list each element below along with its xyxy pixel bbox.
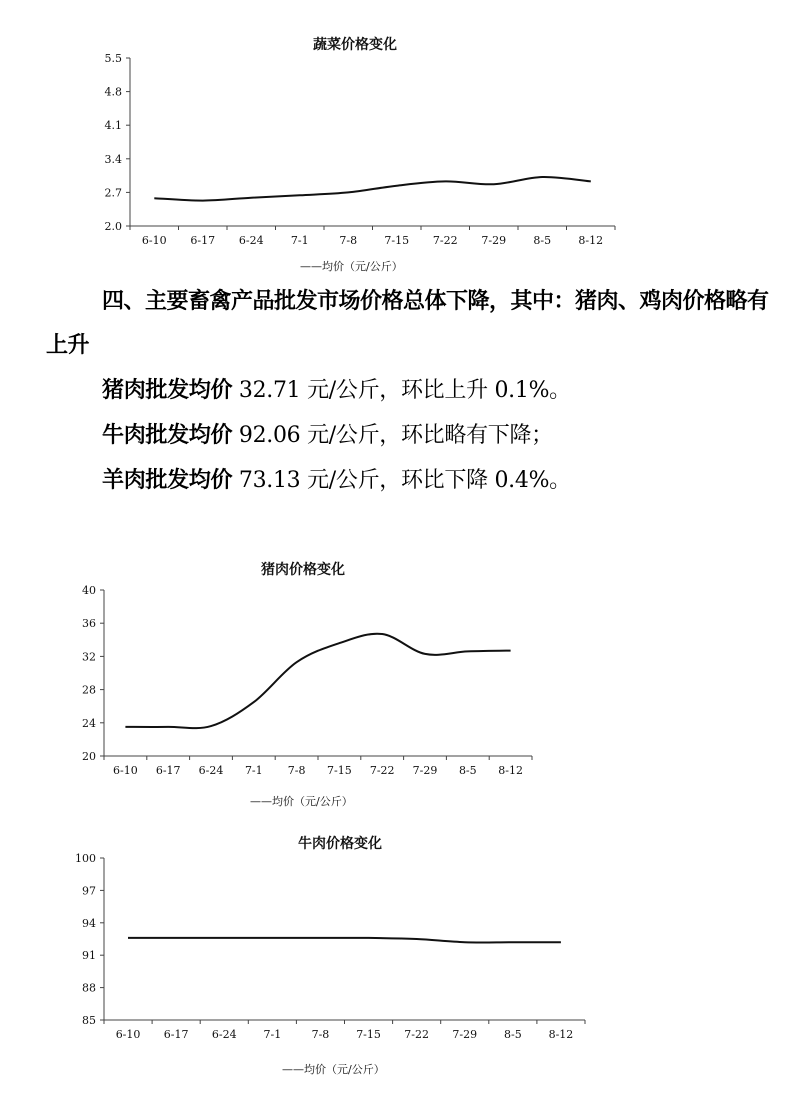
pork-price-chart bbox=[60, 558, 540, 813]
series-line-average-price bbox=[125, 634, 510, 728]
y-tick-label: 36 bbox=[82, 617, 96, 631]
y-tick-label: 3.4 bbox=[104, 152, 122, 166]
y-axis-ticks bbox=[75, 852, 104, 1027]
y-tick-label: 88 bbox=[82, 981, 96, 995]
y-tick-label: 4.8 bbox=[104, 85, 122, 99]
x-tick-label: 6-10 bbox=[141, 234, 167, 247]
x-tick-label: 8-5 bbox=[503, 1028, 522, 1041]
y-tick-label: 24 bbox=[82, 716, 96, 730]
pork-text: 32.71 元/公斤，环比上升 0.1%。 bbox=[232, 378, 571, 403]
chart-title: 猪肉价格变化 bbox=[261, 562, 345, 578]
y-tick-label: 97 bbox=[82, 884, 96, 898]
series-line-average-price bbox=[128, 938, 561, 943]
chart-legend: ——均价（元/公斤） bbox=[282, 1063, 385, 1076]
mutton-lead: 羊肉批发均价 bbox=[102, 467, 233, 493]
pork-lead: 猪肉批发均价 bbox=[102, 377, 233, 403]
y-axis-ticks bbox=[82, 584, 104, 763]
series-line-average-price bbox=[154, 177, 591, 201]
x-tick-label: 7-8 bbox=[287, 764, 306, 777]
x-tick-label: 8-12 bbox=[578, 234, 604, 247]
x-tick-label: 7-15 bbox=[327, 764, 352, 777]
beef-text: 92.06 元/公斤，环比略有下降； bbox=[232, 423, 553, 448]
x-tick-label: 7-1 bbox=[244, 764, 263, 777]
y-tick-label: 4.1 bbox=[104, 119, 122, 133]
x-tick-label: 7-22 bbox=[369, 764, 395, 777]
y-tick-label: 94 bbox=[82, 916, 96, 930]
x-axis-ticks bbox=[130, 226, 615, 247]
y-tick-label: 2.0 bbox=[104, 220, 122, 233]
x-tick-label: 6-24 bbox=[198, 764, 224, 777]
y-tick-label: 85 bbox=[82, 1014, 96, 1027]
x-tick-label: 7-15 bbox=[356, 1028, 381, 1041]
chart-title: 蔬菜价格变化 bbox=[313, 37, 397, 53]
y-tick-label: 40 bbox=[82, 584, 96, 597]
x-tick-label: 8-12 bbox=[498, 764, 523, 777]
beef-price-chart bbox=[60, 830, 600, 1080]
x-tick-label: 8-5 bbox=[533, 234, 552, 247]
chart-axes bbox=[104, 590, 532, 756]
chart-legend: ——均价（元/公斤） bbox=[250, 795, 353, 808]
x-tick-label: 7-1 bbox=[290, 234, 309, 247]
y-tick-label: 20 bbox=[82, 750, 96, 763]
x-tick-label: 7-15 bbox=[384, 234, 410, 247]
x-tick-label: 7-29 bbox=[452, 1028, 478, 1041]
x-tick-label: 6-17 bbox=[163, 1028, 189, 1041]
chart-title: 牛肉价格变化 bbox=[298, 836, 382, 852]
chart-legend: ——均价（元/公斤） bbox=[300, 260, 403, 273]
x-tick-label: 7-22 bbox=[432, 234, 458, 247]
y-tick-label: 32 bbox=[82, 650, 96, 664]
x-tick-label: 6-17 bbox=[155, 764, 181, 777]
x-tick-label: 8-12 bbox=[548, 1028, 574, 1041]
x-tick-label: 7-8 bbox=[311, 1028, 330, 1041]
y-tick-label: 28 bbox=[82, 683, 96, 697]
vegetable-price-chart bbox=[80, 30, 640, 278]
x-tick-label: 6-17 bbox=[190, 234, 216, 247]
section-heading: 四、主要畜禽产品批发市场价格总体下降，其中：猪肉、鸡肉价格略有上升 bbox=[46, 289, 769, 358]
pork-price-paragraph bbox=[102, 368, 782, 413]
x-tick-label: 6-24 bbox=[211, 1028, 237, 1041]
x-tick-label: 8-5 bbox=[458, 764, 477, 777]
x-tick-label: 6-10 bbox=[115, 1028, 141, 1041]
mutton-price-paragraph bbox=[102, 458, 782, 503]
beef-lead: 牛肉批发均价 bbox=[102, 422, 233, 448]
x-tick-label: 7-1 bbox=[263, 1028, 282, 1041]
mutton-text: 73.13 元/公斤，环比下降 0.4%。 bbox=[232, 468, 571, 493]
x-tick-label: 6-10 bbox=[113, 764, 138, 777]
y-tick-label: 91 bbox=[82, 949, 96, 963]
x-tick-label: 7-22 bbox=[404, 1028, 430, 1041]
x-tick-label: 6-24 bbox=[238, 234, 264, 247]
x-axis-ticks bbox=[104, 756, 532, 777]
x-tick-label: 7-8 bbox=[339, 234, 358, 247]
price-paragraphs bbox=[102, 368, 782, 503]
x-tick-label: 7-29 bbox=[412, 764, 438, 777]
chart-axes bbox=[104, 858, 585, 1020]
y-tick-label: 2.7 bbox=[104, 186, 122, 200]
y-tick-label: 5.5 bbox=[104, 52, 122, 65]
y-axis-ticks bbox=[105, 52, 131, 233]
x-tick-label: 7-29 bbox=[481, 234, 507, 247]
y-tick-label: 100 bbox=[75, 852, 96, 865]
beef-price-paragraph bbox=[102, 413, 782, 458]
x-axis-ticks bbox=[104, 1020, 585, 1041]
